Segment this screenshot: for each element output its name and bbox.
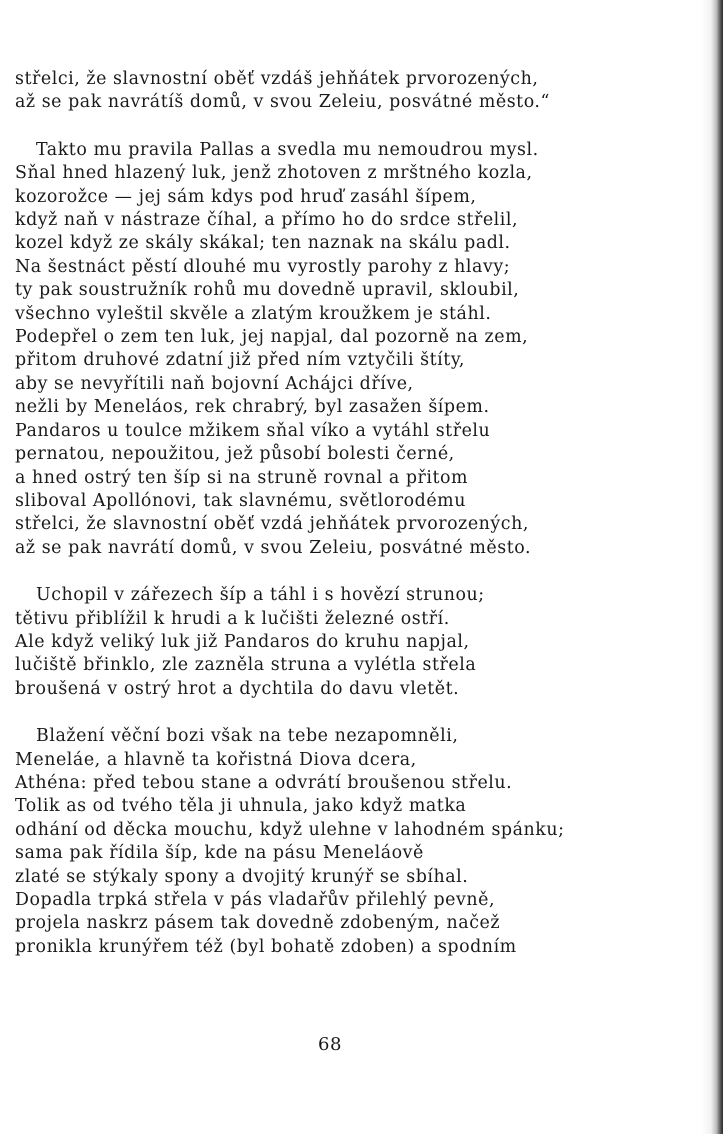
stanza-4 — [15, 725, 615, 959]
verse-line: lučiště břinklo, zle zazněla struna a vylétla střela — [15, 655, 477, 676]
verse-line: odhání od děcka mouchu, když ulehne v lahodném spánku; — [15, 819, 565, 840]
verse-line-first: Takto mu pravila Pallas a svedla mu nemoudrou mysl. — [36, 139, 539, 160]
verse-line: broušená v ostrý hrot a dychtila do davu vletět. — [15, 678, 460, 699]
verse-line: Sňal hned hlazený luk, jenž zhotoven z mrštného kozla, — [15, 163, 533, 184]
verse-line: kozel když ze skály skákal; ten naznak na skálu padl. — [15, 233, 511, 254]
verse-line: kozorožce — jej sám kdys pod hruď zasáhl šípem, — [15, 186, 477, 207]
verse-line: přitom druhové zdatní již před ním vztyčili štíty, — [15, 350, 465, 371]
verse-line: Tolik as od tvého těla ji uhnula, jako když matka — [15, 796, 467, 817]
verse-line: projela naskrz pásem tak dovedně zdobeným, načež — [15, 913, 501, 934]
verse-line: tětivu přiblížil k hrudi a k lučišti železné ostří. — [15, 608, 450, 629]
verse-line: Meneláe, a hlavně ta kořistná Diova dcera, — [15, 749, 417, 770]
verse-line: zlaté se stýkaly spony a dvojitý krunýř se sbíhal. — [15, 866, 469, 887]
book-gutter-shadow — [701, 0, 723, 1134]
verse-line: až se pak navrátíš domů, v svou Zeleiu, posvátné město.“ — [15, 92, 550, 113]
verse-line: Podepřel o zem ten luk, jej napjal, dal pozorně na zem, — [15, 327, 529, 348]
verse-line: střelci, že slavnostní oběť vzdáš jehňátek prvorozených, — [15, 69, 539, 89]
verse-line: Athéna: před tebou stane a odvrátí broušenou střelu. — [15, 772, 513, 793]
stanza-2 — [15, 139, 615, 560]
verse-line: sama pak řídila šíp, kde na pásu Meneláově — [15, 843, 424, 864]
verse-line: když naň v nástraze číhal, a přímo ho do srdce střelil, — [15, 210, 519, 231]
poem-text — [15, 68, 615, 983]
verse-line: aby se nevyřítili naň bojovní Achájci dříve, — [15, 373, 414, 394]
verse-line-first: Uchopil v zářezech šíp a táhl i s hovězí strunou; — [36, 585, 485, 606]
verse-line: sliboval Apollónovi, tak slavnému, světlorodému — [15, 490, 466, 511]
verse-line: Dopadla trpká střela v pás vladařův přilehlý pevně, — [15, 890, 496, 910]
verse-line-first: Blažení věční bozi však na tebe nezapomněli, — [36, 726, 459, 747]
page-number: 68 — [318, 1034, 342, 1055]
verse-line: všechno vyleštil skvěle a zlatým kroužkem je stáhl. — [15, 303, 492, 324]
verse-line: až se pak navrátí domů, v svou Zeleiu, posvátné město. — [15, 537, 532, 558]
verse-line: a hned ostrý ten šíp si na struně rovnal a přitom — [15, 467, 469, 488]
verse-line: Na šestnáct pěstí dlouhé mu vyrostly parohy z hlavy; — [15, 256, 511, 277]
verse-line: pronikla krunýřem též (byl bohatě zdoben) a spodním — [15, 936, 517, 957]
verse-line: ty pak soustružník rohů mu dovedně upravil, skloubil, — [15, 280, 520, 301]
verse-line: nežli by Meneláos, rek chrabrý, byl zasažen šípem. — [15, 397, 490, 418]
stanza-1 — [15, 68, 615, 115]
stanza-3 — [15, 584, 615, 701]
verse-line: střelci, že slavnostní oběť vzdá jehňátek prvorozených, — [15, 514, 529, 535]
verse-line: Pandaros u toulce mžikem sňal víko a vytáhl střelu — [15, 420, 491, 441]
verse-line: Ale když veliký luk již Pandaros do kruhu napjal, — [15, 631, 470, 652]
verse-line: pernatou, nepoužitou, jež působí bolesti černé, — [15, 444, 455, 465]
